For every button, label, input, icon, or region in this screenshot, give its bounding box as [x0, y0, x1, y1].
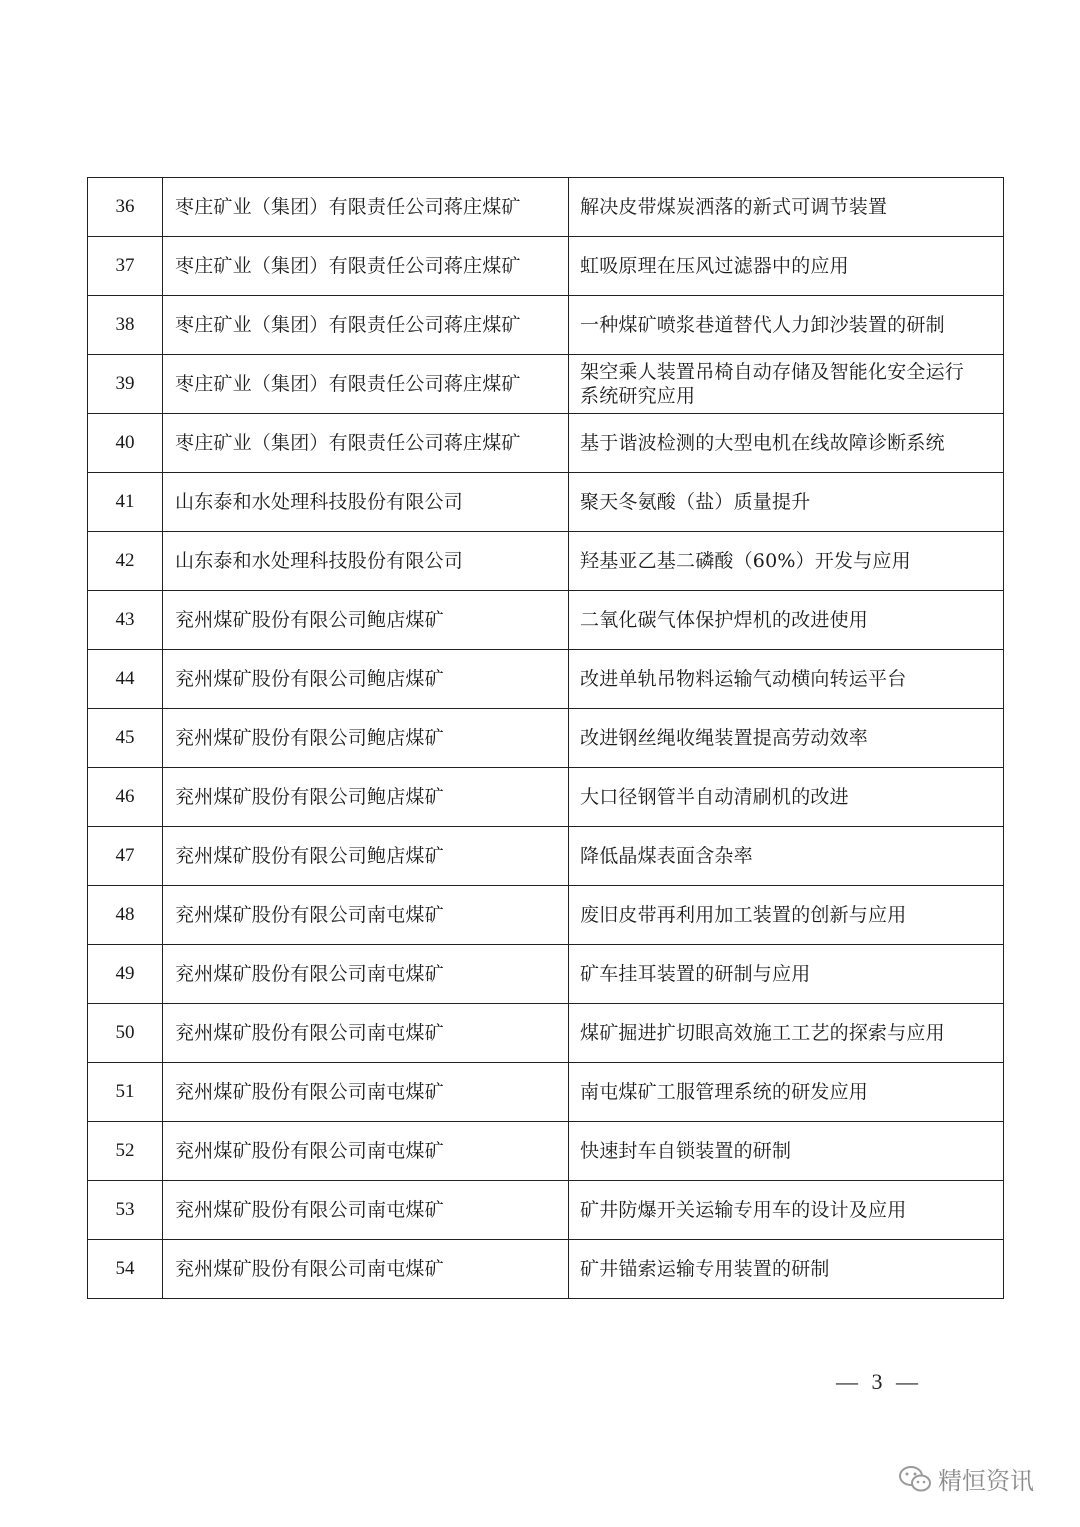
unit-name: 兖州煤矿股份有限公司鲍店煤矿: [163, 827, 569, 886]
row-number: 39: [88, 355, 163, 414]
row-number: 54: [88, 1240, 163, 1299]
project-name: 一种煤矿喷浆巷道替代人力卸沙装置的研制: [569, 296, 1004, 355]
table-row: [88, 296, 1004, 355]
table-row: [88, 709, 1004, 768]
row-number: 36: [88, 178, 163, 237]
table-row: [88, 945, 1004, 1004]
project-name: 矿井锚索运输专用装置的研制: [569, 1240, 1004, 1299]
unit-name: 兖州煤矿股份有限公司南屯煤矿: [163, 1004, 569, 1063]
unit-name: 兖州煤矿股份有限公司鲍店煤矿: [163, 768, 569, 827]
row-number: 41: [88, 473, 163, 532]
unit-name: 枣庄矿业（集团）有限责任公司蒋庄煤矿: [163, 237, 569, 296]
row-number: 40: [88, 414, 163, 473]
row-number: 44: [88, 650, 163, 709]
table-row: [88, 532, 1004, 591]
row-number: 50: [88, 1004, 163, 1063]
table-row: [88, 591, 1004, 650]
project-name: 矿车挂耳装置的研制与应用: [569, 945, 1004, 1004]
project-name: 废旧皮带再利用加工装置的创新与应用: [569, 886, 1004, 945]
unit-name: 兖州煤矿股份有限公司南屯煤矿: [163, 1181, 569, 1240]
unit-name: 山东泰和水处理科技股份有限公司: [163, 473, 569, 532]
row-number: 38: [88, 296, 163, 355]
unit-name: 枣庄矿业（集团）有限责任公司蒋庄煤矿: [163, 355, 569, 414]
table-row: [88, 237, 1004, 296]
unit-name: 兖州煤矿股份有限公司南屯煤矿: [163, 1240, 569, 1299]
project-name: 基于谐波检测的大型电机在线故障诊断系统: [569, 414, 1004, 473]
row-number: 47: [88, 827, 163, 886]
row-number: 53: [88, 1181, 163, 1240]
table-row: [88, 414, 1004, 473]
project-name: 二氧化碳气体保护焊机的改进使用: [569, 591, 1004, 650]
project-name: 矿井防爆开关运输专用车的设计及应用: [569, 1181, 1004, 1240]
project-name: 降低晶煤表面含杂率: [569, 827, 1004, 886]
unit-name: 兖州煤矿股份有限公司鲍店煤矿: [163, 709, 569, 768]
watermark-text: 精恒资讯: [938, 1467, 1034, 1495]
row-number: 42: [88, 532, 163, 591]
row-number: 46: [88, 768, 163, 827]
wechat-icon: [898, 1464, 932, 1494]
unit-name: 枣庄矿业（集团）有限责任公司蒋庄煤矿: [163, 296, 569, 355]
project-name: 大口径钢管半自动清刷机的改进: [569, 768, 1004, 827]
row-number: 45: [88, 709, 163, 768]
table-body: [88, 178, 1004, 1299]
row-number: 43: [88, 591, 163, 650]
project-name: 聚天冬氨酸（盐）质量提升: [569, 473, 1004, 532]
unit-name: 山东泰和水处理科技股份有限公司: [163, 532, 569, 591]
table-row: [88, 827, 1004, 886]
project-name: 羟基亚乙基二磷酸（60%）开发与应用: [569, 532, 1004, 591]
project-name: 架空乘人装置吊椅自动存储及智能化安全运行系统研究应用: [569, 355, 1004, 414]
award-list-table: [87, 177, 1004, 1299]
table-row: [88, 886, 1004, 945]
row-number: 48: [88, 886, 163, 945]
project-name: 改进单轨吊物料运输气动横向转运平台: [569, 650, 1004, 709]
table-row: [88, 1063, 1004, 1122]
project-name: 煤矿掘进扩切眼高效施工工艺的探索与应用: [569, 1004, 1004, 1063]
watermark: [898, 1461, 1034, 1496]
project-name: 解决皮带煤炭洒落的新式可调节装置: [569, 178, 1004, 237]
unit-name: 兖州煤矿股份有限公司南屯煤矿: [163, 886, 569, 945]
unit-name: 兖州煤矿股份有限公司南屯煤矿: [163, 1063, 569, 1122]
row-number: 51: [88, 1063, 163, 1122]
project-name: 虹吸原理在压风过滤器中的应用: [569, 237, 1004, 296]
row-number: 52: [88, 1122, 163, 1181]
page-number: — 3 —: [836, 1369, 922, 1394]
table-row: [88, 768, 1004, 827]
unit-name: 枣庄矿业（集团）有限责任公司蒋庄煤矿: [163, 178, 569, 237]
unit-name: 枣庄矿业（集团）有限责任公司蒋庄煤矿: [163, 414, 569, 473]
unit-name: 兖州煤矿股份有限公司鲍店煤矿: [163, 591, 569, 650]
table-row: [88, 1181, 1004, 1240]
project-name: 南屯煤矿工服管理系统的研发应用: [569, 1063, 1004, 1122]
unit-name: 兖州煤矿股份有限公司南屯煤矿: [163, 1122, 569, 1181]
table-row: [88, 178, 1004, 237]
unit-name: 兖州煤矿股份有限公司南屯煤矿: [163, 945, 569, 1004]
table-row: [88, 1122, 1004, 1181]
table-row: [88, 1240, 1004, 1299]
table-row: [88, 650, 1004, 709]
row-number: 37: [88, 237, 163, 296]
row-number: 49: [88, 945, 163, 1004]
table-row: [88, 473, 1004, 532]
table-row: [88, 1004, 1004, 1063]
table-row: [88, 355, 1004, 414]
unit-name: 兖州煤矿股份有限公司鲍店煤矿: [163, 650, 569, 709]
project-name: 快速封车自锁装置的研制: [569, 1122, 1004, 1181]
project-name: 改进钢丝绳收绳装置提高劳动效率: [569, 709, 1004, 768]
